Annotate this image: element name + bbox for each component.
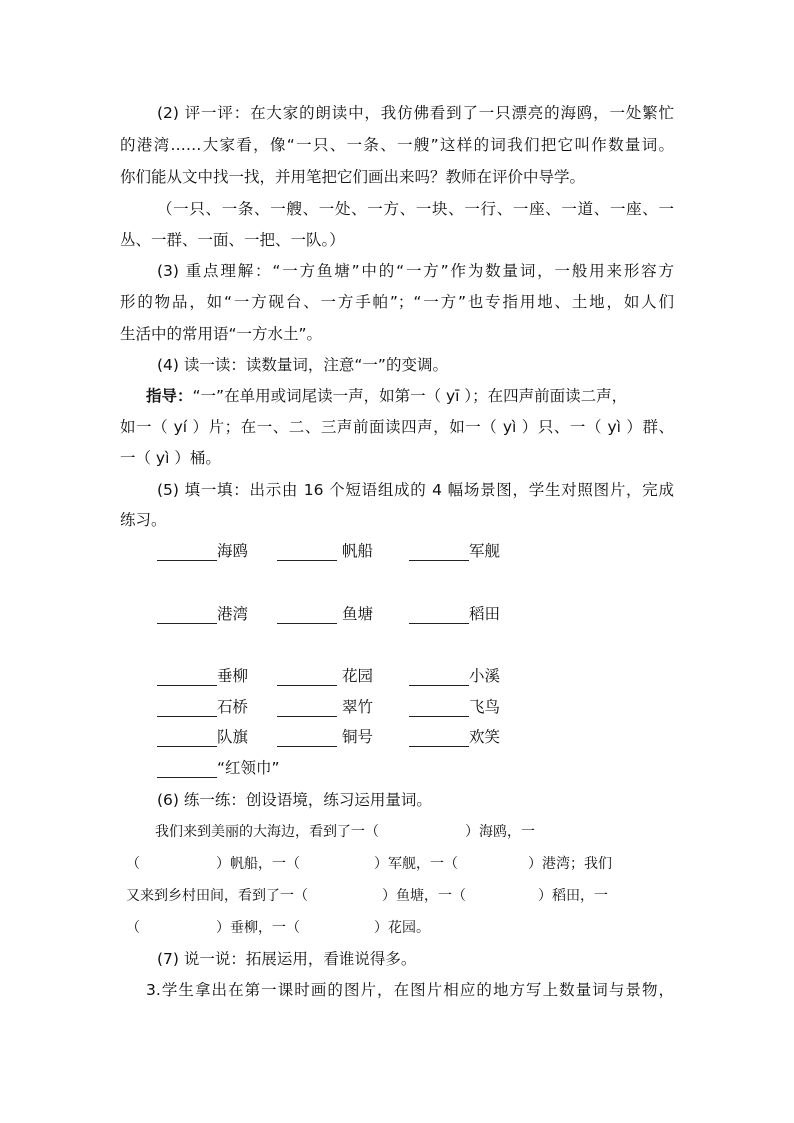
blank-item (409, 604, 500, 624)
blank-item (157, 604, 248, 624)
guide-label: 指导： (146, 387, 193, 405)
word-label: 军舰 (469, 542, 501, 560)
guide-line-3: 一（ yì ）桶。 (120, 449, 221, 467)
word-label: 花园 (341, 667, 373, 685)
answer-blank[interactable] (157, 759, 217, 778)
word-label: 石桥 (217, 698, 249, 716)
blank-item (409, 697, 500, 717)
exercise-text: ）帆船，一（ (216, 856, 300, 872)
para-3-line-1: (3) 重点理解：“一方鱼塘”中的“一方”作为数量词，一般用来形容方 (157, 262, 674, 280)
exercise-line-3 (126, 886, 608, 906)
guide-line-1 (146, 386, 674, 406)
word-label: 海鸥 (217, 542, 249, 560)
exercise-text: ）港湾；我们 (528, 856, 612, 872)
para-5-line-1: (5) 填一填：出示由 16 个短语组成的 4 幅场景图，学生对照图片，完成 (157, 481, 674, 499)
blank-item (157, 541, 248, 561)
blank-item (157, 758, 280, 778)
word-list-line-2: 丛、一群、一面、一把、一队。） (120, 231, 345, 249)
word-label: 港湾 (217, 605, 249, 623)
blank-item (277, 697, 373, 717)
word-label: 鱼塘 (341, 605, 373, 623)
word-label: “红领巾” (217, 759, 280, 777)
answer-blank[interactable] (157, 728, 217, 747)
answer-blank[interactable] (157, 542, 217, 561)
exercise-text: 又来到乡村田间，看到了一（ (126, 888, 308, 904)
answer-blank[interactable] (157, 667, 217, 686)
answer-blank[interactable] (157, 698, 217, 717)
word-label: 队旗 (217, 728, 249, 746)
word-list-line-1: （一只、一条、一艘、一处、一方、一块、一行、一座、一道、一座、一 (157, 200, 674, 218)
answer-blank[interactable] (409, 667, 469, 686)
word-label: 欢笑 (469, 728, 501, 746)
exercise-text: 我们来到美丽的大海边，看到了一（ (155, 824, 379, 840)
blank-item (409, 666, 500, 686)
para-4-line-1: (4) 读一读：读数量词，注意“一”的变调。 (157, 356, 448, 374)
para-5-line-2: 练习。 (120, 511, 167, 529)
blank-item (277, 604, 373, 624)
answer-blank[interactable] (409, 605, 469, 624)
blank-item (277, 727, 373, 747)
word-label: 稻田 (469, 605, 501, 623)
para-7-line-1: (7) 说一说：拓展运用，看谁说得多。 (157, 950, 417, 968)
guide-text-1: “一”在单用或词尾读一声，如第一（ yī ）；在四声前面读二声， (192, 387, 628, 405)
blank-item (157, 666, 248, 686)
answer-blank[interactable] (277, 542, 337, 561)
blank-item (409, 541, 500, 561)
exercise-text: （ (126, 856, 140, 872)
exercise-text: ）鱼塘，一（ (382, 888, 466, 904)
exercise-text: ）垂柳，一（ (216, 920, 300, 936)
blank-item (277, 541, 373, 561)
exercise-text: （ (126, 920, 140, 936)
answer-blank[interactable] (277, 728, 337, 747)
para-2-line-1: (2) 评一评：在大家的朗读中，我仿佛看到了一只漂亮的海鸥，一处繁忙 (157, 104, 674, 122)
answer-blank[interactable] (277, 667, 337, 686)
para-3-line-3: 生活中的常用语“一方水土”。 (120, 325, 323, 343)
answer-blank[interactable] (409, 542, 469, 561)
word-label: 帆船 (341, 542, 373, 560)
exercise-text: ）稻田，一 (538, 888, 608, 904)
word-label: 垂柳 (217, 667, 249, 685)
answer-blank[interactable] (409, 698, 469, 717)
blank-item (409, 727, 500, 747)
answer-blank[interactable] (277, 605, 337, 624)
word-label: 铜号 (341, 728, 373, 746)
para-2-line-3: 你们能从文中找一找，并用笔把它们画出来吗？教师在评价中导学。 (120, 168, 586, 186)
exercise-text: ）花园。 (374, 920, 430, 936)
para-6-line-1: (6) 练一练：创设语境，练习运用量词。 (157, 791, 432, 809)
blank-item (157, 697, 248, 717)
para-3-line-2: 形的物品，如“一方砚台、一方手帕”；“一方”也专指用地、土地，如人们 (120, 293, 674, 311)
para-2-line-2: 的港湾……大家看，像“一只、一条、一艘”这样的词我们把它叫作数量词。 (120, 136, 674, 154)
exercise-line-1 (155, 822, 535, 842)
exercise-line-4 (126, 918, 430, 938)
para-8-line-1: 3.学生拿出在第一课时画的图片，在图片相应的地方写上数量词与景物， (146, 981, 674, 999)
exercise-text: ）军舰，一（ (374, 856, 458, 872)
word-label: 飞鸟 (469, 698, 501, 716)
blank-item (277, 666, 373, 686)
answer-blank[interactable] (277, 698, 337, 717)
blank-item (157, 727, 248, 747)
word-label: 小溪 (469, 667, 501, 685)
word-label: 翠竹 (341, 698, 373, 716)
guide-line-2: 如一（ yí ）片；在一、二、三声前面读四声，如一（ yì ）只、一（ yì ）群、 (120, 418, 674, 436)
exercise-line-2 (126, 854, 612, 874)
answer-blank[interactable] (157, 605, 217, 624)
answer-blank[interactable] (409, 728, 469, 747)
exercise-text: ）海鸥，一 (465, 824, 535, 840)
